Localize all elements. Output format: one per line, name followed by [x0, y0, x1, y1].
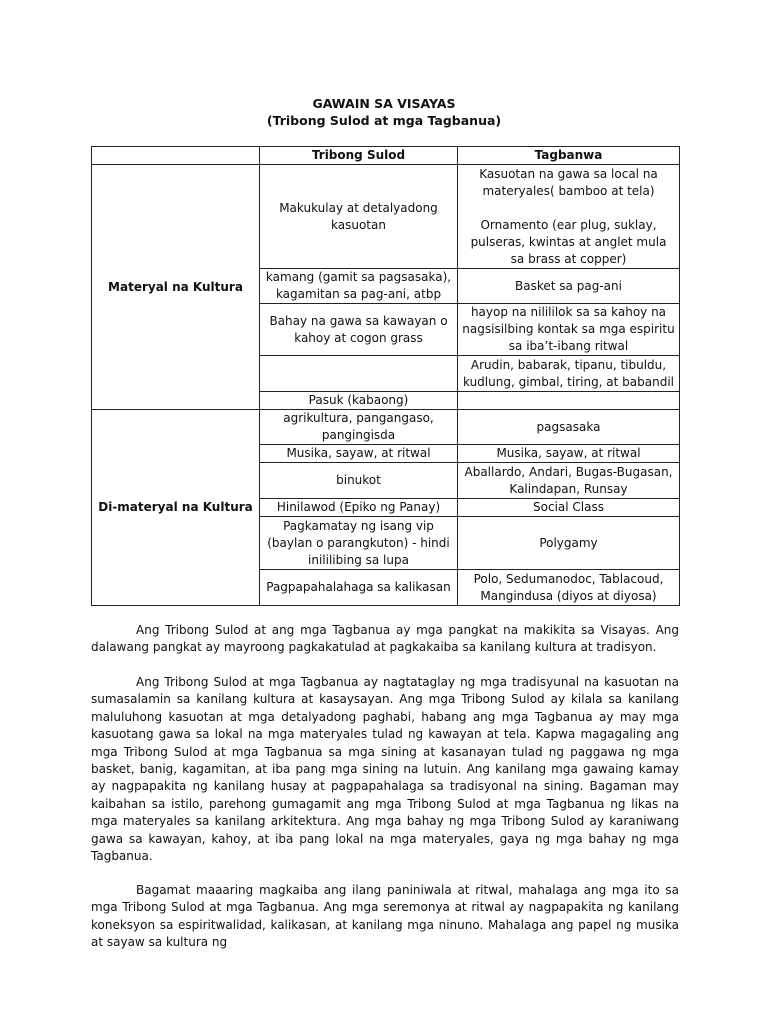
tagbanwa-ornament-text: Ornamento (ear plug, suklay, pulseras, kwintas at anglet mula sa brass at copper) [470, 217, 667, 266]
table-header-empty [92, 147, 260, 165]
tagbanwa-clothing-text: Kasuotan na gawa sa local na materyales( bamboo at tela) [479, 166, 658, 198]
table-cell-tagbanwa: Aballardo, Andari, Bugas-Bugasan, Kalindapan, Runsay [458, 463, 680, 499]
table-cell-sulod: Pasuk (kabaong) [260, 392, 458, 410]
table-cell-tagbanwa [458, 165, 680, 269]
table-header-tagbanwa: Tagbanwa [458, 147, 680, 165]
table-row [92, 165, 680, 269]
table-cell-sulod: Makukulay at detalyadong kasuotan [260, 165, 458, 269]
table-cell-sulod: binukot [260, 463, 458, 499]
table-cell-sulod: kamang (gamit sa pagsasaka), kagamitan sa pag-ani, atbp [260, 269, 458, 304]
table-header-sulod: Tribong Sulod [260, 147, 458, 165]
document-subtitle: (Tribong Sulod at mga Tagbanua) [266, 113, 502, 128]
table-cell-tagbanwa [458, 392, 680, 410]
table-cell-tagbanwa: hayop na nilililok sa sa kahoy na nagsisilbing kontak sa mga espiritu sa iba’t-ibang ritwal [458, 304, 680, 356]
table-cell-tagbanwa: pagsasaka [458, 410, 680, 445]
table-cell-tagbanwa: Polo, Sedumanodoc, Tablacoud, Mangindusa (diyos at diyosa) [458, 570, 680, 606]
body-paragraph: Ang Tribong Sulod at ang mga Tagbanua ay mga pangkat na makikita sa Visayas. Ang dalawang pangkat ay mayroong pagkakatulad at pagkakaiba sa kanilang kultura at tradisyon. [91, 623, 679, 655]
table-cell-sulod: Musika, sayaw, at ritwal [260, 445, 458, 463]
table-cell-tagbanwa: Basket sa pag-ani [458, 269, 680, 304]
table-cell-sulod: Pagkamatay ng isang vip (baylan o parangkuton) - hindi inililibing sa lupa [260, 517, 458, 570]
document-title: GAWAIN SA VISAYAS [312, 96, 456, 111]
table-cell-tagbanwa: Arudin, babarak, tipanu, tibuldu, kudlung, gimbal, tiring, at babandil [458, 356, 680, 392]
table-cell-sulod: Bahay na gawa sa kawayan o kahoy at cogon grass [260, 304, 458, 356]
table-cell-sulod [260, 356, 458, 392]
table-row [92, 410, 680, 445]
table-cell-tagbanwa: Polygamy [458, 517, 680, 570]
body-paragraph: Bagamat maaaring magkaiba ang ilang paniniwala at ritwal, mahalaga ang mga ito sa mga Tribong Sulod at mga Tagbanua. Ang mga seremonya at ritwal ay nagpapakita ng kanilang koneksyon sa espiritwalidad, kalikasan, at kanilang mga ninuno. Mahalaga ang papel ng musika at sayaw sa kultura ng [91, 883, 679, 950]
body-paragraph: Ang Tribong Sulod at mga Tagbanua ay nagtataglay ng mga tradisyunal na kasuotan na sumasalamin sa kanilang kultura at kasaysayan. Ang mga Tribong Sulod ay kilala sa kanilang maluluhong kasuotan at mga detalyadong paghabi, habang ang mga Tagbanua ay may mga kasuotang gawa sa lokal na mga materyales tulad ng kawayan at tela. Kapwa magagaling ang mga Tribong Sulod at mga Tagbanua sa mga sining at kasanayan tulad ng paggawa ng mga basket, banig, kagamitan, at iba pang mga sining na lutuin. Ang kanilang mga gawaing kamay ay nagpapakita ng kanilang husay at pagpapahalaga sa tradisyonal na sining. Bagaman may kaibahan sa istilo, parehong gumagamit ang mga Tribong Sulod at mga Tagbanua ng likas na mga materyales sa kanilang arkitektura. Ang mga bahay ng mga Tribong Sulod ay karaniwang gawa sa kawayan, kahoy, at iba pang lokal na mga materyales, gaya ng mga bahay ng mga Tagbanua. [91, 675, 679, 864]
table-cell-sulod: Hinilawod (Epiko ng Panay) [260, 499, 458, 517]
table-cell-tagbanwa: Musika, sayaw, at ritwal [458, 445, 680, 463]
table-cell-sulod: Pagpapahalahaga sa kalikasan [260, 570, 458, 606]
comparison-table [91, 146, 680, 606]
table-cell-sulod: agrikultura, pangangaso, pangingisda [260, 410, 458, 445]
table-header-row [92, 147, 680, 165]
category-material: Materyal na Kultura [92, 165, 260, 410]
table-cell-tagbanwa: Social Class [458, 499, 680, 517]
cell-spacer [462, 200, 675, 217]
category-nonmaterial: Di-materyal na Kultura [92, 410, 260, 606]
